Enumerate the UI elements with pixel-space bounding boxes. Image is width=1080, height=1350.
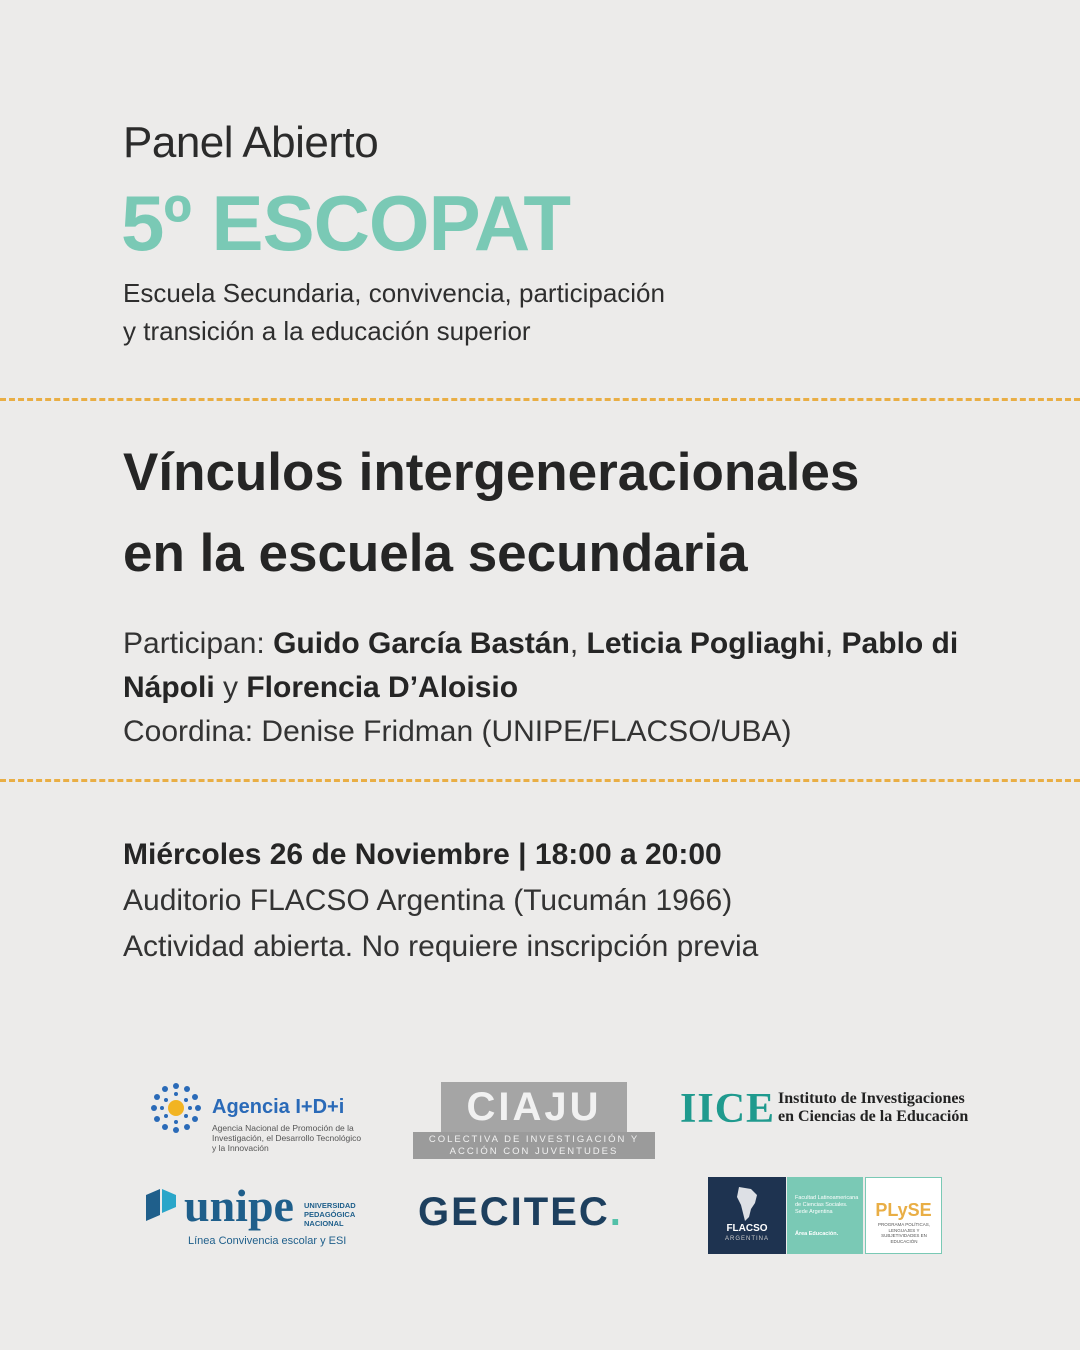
unipe-description: UNIVERSIDAD PEDAGÓGICA NACIONAL [304,1201,356,1228]
ciaju-logo [413,1082,655,1160]
unipe-logo [140,1180,360,1255]
subtitle-line-2: y transición a la educación superior [123,316,531,346]
headline-line-1: Vínculos intergeneracionales [123,443,860,502]
agencia-description: Agencia Nacional de Promoción de la Investigación, el Desarrollo Tecnológico y la Innovación [212,1123,362,1153]
ciaju-name: CIAJU [441,1082,627,1132]
iice-line-2: en Ciencias de la Educación [778,1108,969,1125]
flacso-block [708,1177,786,1254]
gecitec-dot: . [609,1190,623,1234]
plyse-description: PROGRAMA POLÍTICAS, LENGUAJES Y SUBJETIVIDADES EN EDUCACIÓN [877,1222,930,1244]
flacso-plyse-logo [708,1177,942,1254]
agencia-logo [148,1080,362,1160]
iice-line-1: Instituto de Investigaciones [778,1090,965,1107]
participants-block [123,622,963,754]
coordinator: Coordina: Denise Fridman (UNIPE/FLACSO/UBA) [123,715,792,748]
gecitec-logo [418,1190,623,1235]
headline-line-2: en la escuela secundaria [123,524,748,583]
event-note: Actividad abierta. No requiere inscripción previa [123,930,759,963]
agencia-sun-icon [148,1080,204,1140]
iice-text [778,1090,968,1126]
plyse-name: PLySE [875,1200,932,1220]
iice-logo [680,1085,980,1132]
participants-label: Participan: [123,627,274,660]
event-venue: Auditorio FLACSO Argentina (Tucumán 1966) [123,884,733,917]
event-kicker: Panel Abierto [123,118,379,167]
unipe-name: unipe [184,1180,294,1231]
flacso-name: FLACSO [726,1223,768,1234]
divider-top [0,398,1080,401]
iice-mark: IICE [680,1086,776,1132]
plyse-block [865,1177,942,1254]
latin-america-map-icon [727,1183,767,1223]
unipe-symbol-icon [142,1185,182,1225]
event-subtitle [123,274,823,350]
event-title: 5º ESCOPAT [121,179,571,267]
flacso-faculty-block [787,1177,863,1254]
gecitec-name: GECITEC [418,1190,610,1234]
separator: , [824,627,842,660]
divider-bottom [0,779,1080,782]
ciaju-description: COLECTIVA DE INVESTIGACIÓN Y ACCIÓN CON JUVENTUDES [413,1132,655,1159]
participant-1: Guido García Bastán [273,627,570,660]
participant-3: Pablo di Nápoli [123,627,959,704]
participants-list [123,622,963,710]
participant-4: Florencia D’Aloisio [246,671,519,704]
panel-headline [123,432,1023,594]
subtitle-line-1: Escuela Secundaria, convivencia, participación [123,278,665,308]
event-date-time: Miércoles 26 de Noviembre | 18:00 a 20:00 [123,838,722,871]
flacso-area: Área Educación. [795,1231,839,1237]
flacso-country: ARGENTINA [724,1236,769,1242]
participant-2: Leticia Pogliaghi [586,627,825,660]
separator: , [569,627,587,660]
agencia-name: Agencia I+D+i [212,1096,345,1118]
unipe-line: Línea Convivencia escolar y ESI [188,1235,347,1247]
separator: y [214,671,247,704]
flacso-faculty: Facultad Latinoamericana de Ciencias Sociales. Sede Argentina [795,1195,859,1215]
event-details [123,832,1023,970]
